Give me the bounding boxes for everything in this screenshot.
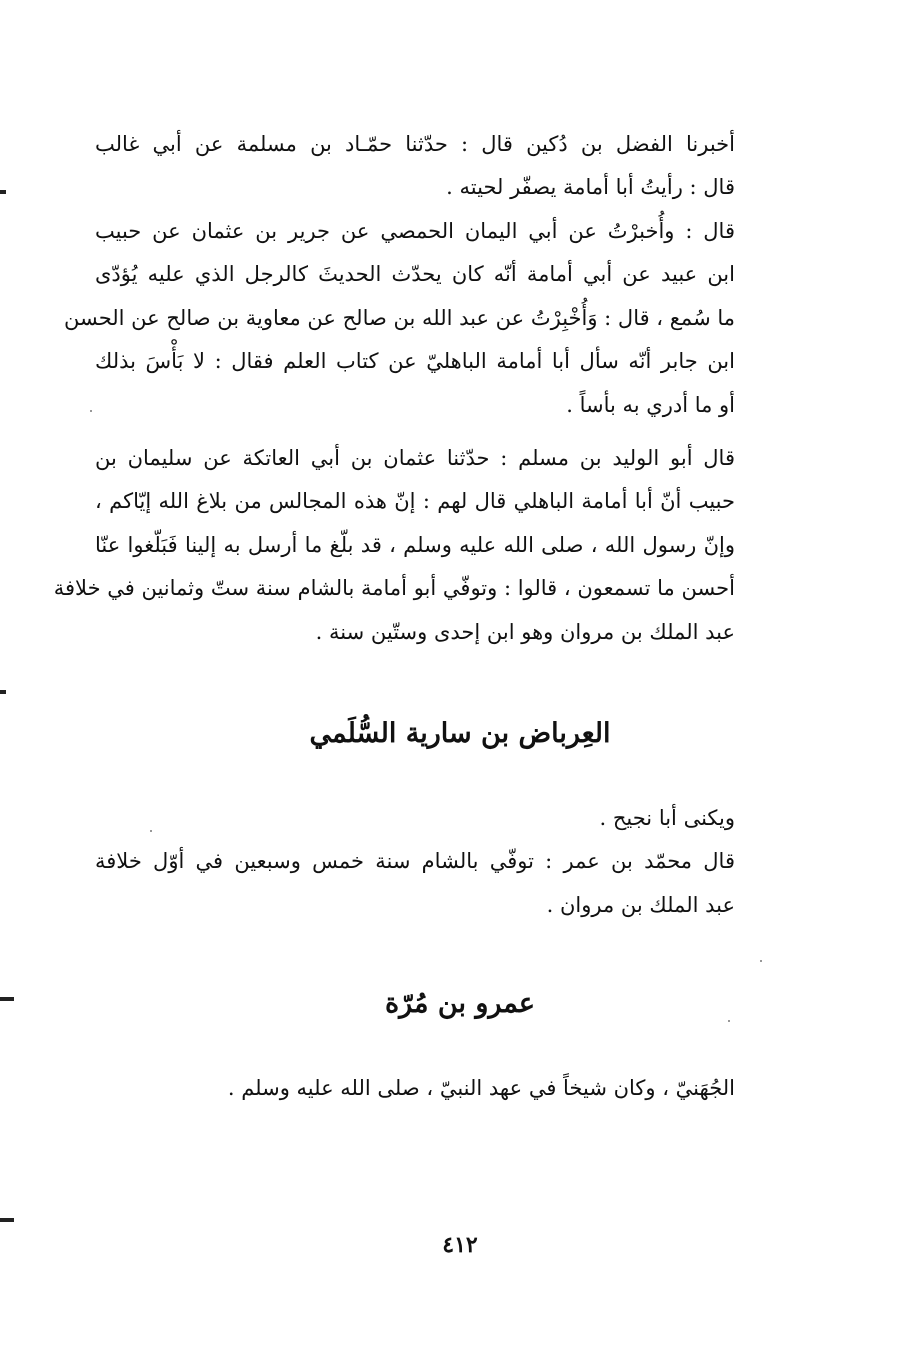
scan-speck [760,960,762,962]
scan-edge-mark [0,1218,14,1222]
paragraph-line: وإنّ رسول الله ، صلى الله عليه وسلم ، قد بلّغ ما أرسل به إلينا فَبَلّغوا عنّا [95,532,735,557]
paragraph-line: أو ما أدري به بأساً . [566,392,735,417]
paragraph-4 [95,797,735,927]
paragraph-line: الجُهَنيّ ، وكان شيخاً في عهد النبيّ ، صلى الله عليه وسلم . [227,1076,735,1100]
paragraph-5 [95,1067,735,1110]
paragraph-line: عبد الملك بن مروان وهو ابن إحدى وستّين سنة . [315,619,735,644]
scan-speck [150,830,152,832]
paragraph-line: قال محمّد بن عمر : توفّي بالشام سنة خمس وسبعين في أوّل خلافة [95,849,735,874]
paragraph-3 [53,437,735,654]
paragraph-line: أحسن ما تسمعون ، قالوا : وتوفّي أبو أمامة بالشام سنة ستّ وثمانين في خلافة [53,576,735,601]
paragraph-2 [63,210,735,427]
paragraph-1 [95,123,735,210]
paragraph-line: قال : وأُخبرْتُ عن أبي اليمان الحمصي عن جرير بن عثمان عن حبيب [95,219,735,243]
scan-edge-mark [0,190,6,194]
section-heading: عمرو بن مُرّة [384,988,536,1019]
scan-edge-mark [0,690,6,694]
section-heading: العِرباض بن سارية السُّلَمي [309,718,611,749]
paragraph-line: حبيب أنّ أبا أمامة الباهلي قال لهم : إنّ هذه المجالس من بلاغ الله إيّاكم ، [95,489,735,514]
page-number: ٤١٢ [442,1232,478,1258]
paragraph-line: قال : رأيتُ أبا أمامة يصفّر لحيته . [446,175,735,200]
paragraph-line: ابن جابر أنّه سأل أبا أمامة الباهليّ عن كتاب العلم فقال : لا بَأْسَ بذلك [95,349,735,374]
paragraph-line: أخبرنا الفضل بن دُكين قال : حدّثنا حمّـاد بن مسلمة عن أبي غالب [95,132,735,156]
scan-edge-mark [0,997,14,1001]
paragraph-line: عبد الملك بن مروان . [546,892,735,917]
scan-speck [728,1020,730,1022]
paragraph-line: ويكنى أبا نجيح . [599,806,735,830]
paragraph-line: قال أبو الوليد بن مسلم : حدّثنا عثمان بن أبي العاتكة عن سليمان بن [95,446,735,470]
paragraph-line: ما سُمع ، قال : وَأُخْبِرْتُ عن عبد الله بن صالح عن معاوية بن صالح عن الحسن [63,305,735,330]
scan-speck [90,410,92,412]
paragraph-line: ابن عبيد عن أبي أمامة أنّه كان يحدّث الحديثَ كالرجل الذي عليه يُؤدّى [95,262,735,287]
